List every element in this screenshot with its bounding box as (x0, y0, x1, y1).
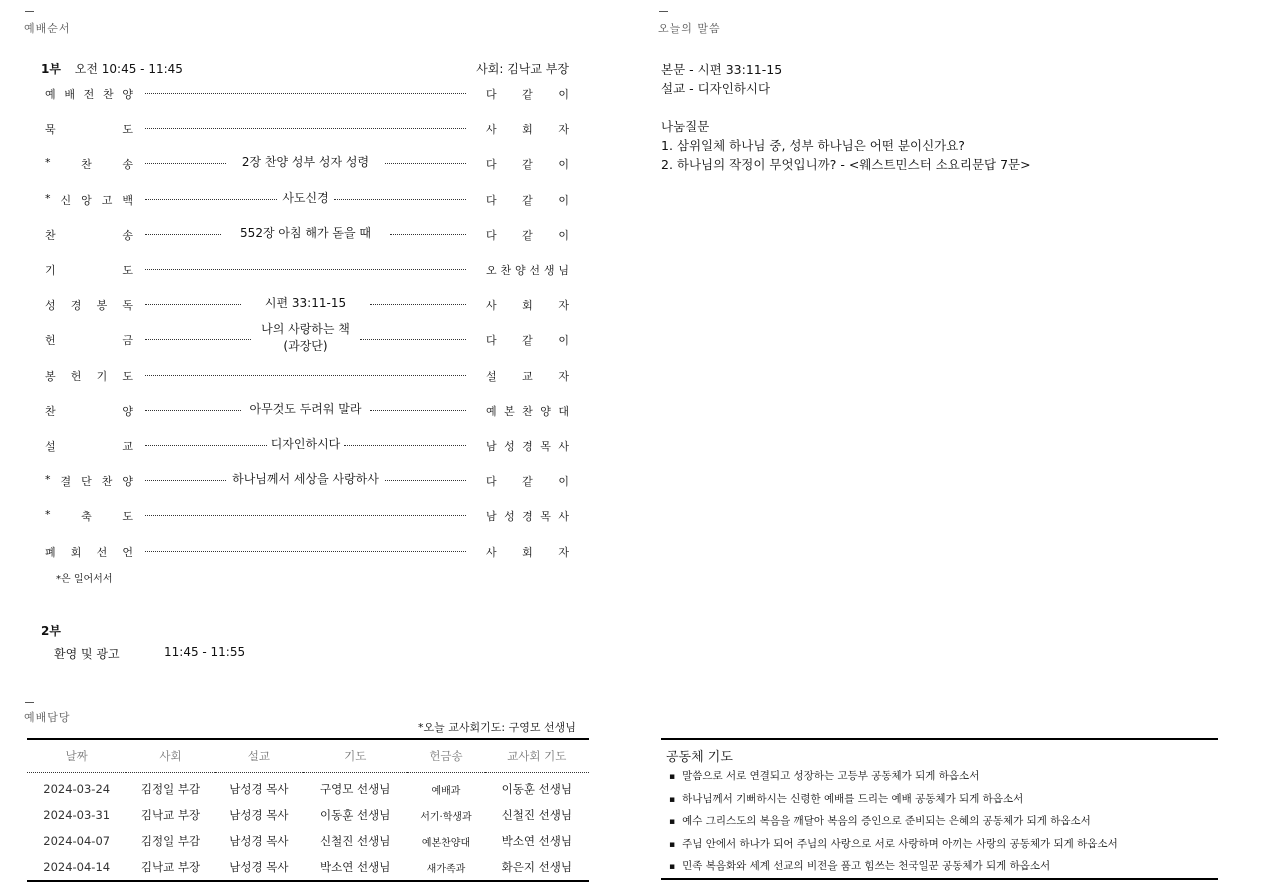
order-item-person: 설 교 자 (486, 369, 569, 383)
order-item-label: 설 교 (45, 440, 133, 453)
table-row (27, 802, 589, 828)
duty-title: 예배담당 (24, 711, 71, 724)
order-row (45, 154, 569, 174)
order-row (45, 190, 569, 210)
table-cell: 남성경 목사 (229, 834, 289, 848)
table-cell: 신철진 선생님 (501, 808, 572, 822)
table-cell: 2024-03-24 (43, 782, 111, 796)
order-item-detail: 552장 아침 해가 돋을 때 (240, 225, 371, 240)
table-header-cell: 헌금송 (407, 739, 484, 773)
table-header-cell: 설교 (215, 739, 303, 773)
order-row (45, 542, 569, 562)
order-item-label: 찬 양 (45, 404, 133, 418)
table-cell: 이동훈 선생님 (501, 782, 572, 796)
order-row (45, 84, 569, 104)
prayer-item: ▪ 하나님께서 기뻐하시는 신령한 예배를 드리는 예배 공동체가 되게 하옵소서 (669, 791, 1118, 814)
prayer-item: ▪ 민족 복음화와 세계 선교의 비전을 품고 힘쓰는 천국일꾼 공동체가 되게 하옵소서 (669, 858, 1118, 881)
order-item-detail: 아무것도 두려워 말라 (249, 401, 362, 416)
part2-time: 11:45 - 11:55 (164, 645, 246, 659)
duty-table (27, 738, 589, 882)
table-cell: 김낙교 부장 (140, 808, 201, 822)
table-cell: 새가족과 (407, 854, 484, 881)
table-cell: 김정일 부감 (140, 782, 201, 796)
part1-header (41, 60, 569, 77)
table-row (27, 828, 589, 854)
dotted-leader (145, 551, 466, 552)
order-item-label: 묵 도 (45, 123, 133, 137)
order-item-label: 성 경 봉 독 (45, 299, 133, 313)
prayer-item: ▪ 예수 그리스도의 복음을 깨달아 복음의 증인으로 준비되는 은혜의 공동체가 되게 하옵소서 (669, 813, 1118, 836)
community-prayer-title: 공동체 기도 (666, 750, 733, 765)
table-cell: 남성경 목사 (229, 808, 289, 822)
order-item-label: 폐 회 선 언 (45, 545, 133, 559)
order-row (45, 401, 569, 421)
order-item-label: 찬 송 (45, 228, 133, 242)
order-item-person: 다 같 이 (486, 88, 569, 101)
order-item-person: 다 같 이 (486, 158, 569, 172)
table-header-cell: 사회 (126, 739, 214, 773)
order-item-label: * 찬 송 (45, 156, 133, 172)
order-item-person: 예 본 찬 양 대 (486, 404, 569, 418)
order-item-detail: 2장 찬양 성부 성자 성령 (241, 155, 370, 170)
scripture-text: 본문 - 시편 33:11-15 (661, 62, 783, 77)
table-cell: 남성경 목사 (215, 854, 303, 881)
order-row (45, 295, 569, 315)
order-item-person: 사 회 자 (486, 299, 569, 313)
part2-item: 환영 및 광고 (54, 647, 120, 661)
order-item-person: 사 회 자 (486, 123, 569, 137)
dotted-leader (145, 515, 466, 516)
standing-note: *은 일어서서 (56, 574, 113, 585)
table-cell: 예배과 (431, 785, 461, 797)
order-row (45, 506, 569, 526)
order-row (45, 436, 569, 456)
table-row (27, 854, 589, 881)
prayer-item: ▪ 주님 안에서 하나가 되어 주님의 사랑으로 서로 사랑하며 아끼는 사랑의 공동체가 되게 하옵소서 (669, 836, 1118, 859)
table-cell: 구영모 선생님 (320, 782, 391, 796)
order-item-label: * 축 도 (45, 508, 133, 524)
todays-word-title: 오늘의 말씀 (658, 22, 721, 35)
order-item-person: 남 성 경 목 사 (486, 510, 569, 524)
section-mark (25, 702, 34, 703)
order-row (45, 260, 569, 280)
table-cell: 김낙교 부장 (126, 854, 214, 881)
order-item-label: 예 배 전 찬 양 (45, 88, 133, 101)
dotted-leader (145, 128, 466, 129)
order-row (45, 225, 569, 245)
worship-order-title: 예배순서 (24, 22, 71, 35)
table-cell: 이동훈 선생님 (320, 808, 391, 822)
order-item-person: 사 회 자 (486, 545, 569, 559)
part1-host: 사회: 김낙교 부장 (476, 62, 569, 76)
part1-time: 오전 10:45 - 11:45 (74, 62, 183, 76)
order-item-label: 봉 헌 기 도 (45, 369, 133, 383)
order-item-label: 기 도 (45, 264, 133, 277)
questions-title: 나눔질문 (661, 119, 710, 134)
order-item-detail: 하나님께서 세상을 사랑하사 (232, 472, 379, 487)
todays-word-body (661, 60, 1031, 174)
order-item-detail: 사도신경 (282, 190, 329, 205)
table-row (27, 773, 589, 803)
table-cell: 서기·학생과 (420, 811, 472, 823)
order-item-label: * 신 앙 고 백 (45, 191, 133, 207)
table-header-cell: 기도 (303, 739, 407, 773)
order-item-person: 남 성 경 목 사 (486, 440, 569, 453)
order-row (45, 322, 569, 354)
dotted-leader (145, 375, 466, 376)
order-item-detail: 나의 사랑하는 책 (과장단) (261, 322, 350, 354)
table-header-row (27, 739, 589, 773)
question-item: 1. 삼위일체 하나님 중, 성부 하나님은 어떤 분이신가요? (661, 138, 965, 153)
table-header-cell: 교사회 기도 (485, 739, 589, 773)
table-cell: 화은지 선생님 (485, 854, 589, 881)
order-item-person: 다 같 이 (486, 475, 569, 489)
table-cell: 2024-04-14 (27, 854, 126, 881)
table-cell: 2024-03-31 (43, 808, 111, 822)
order-row (45, 366, 569, 386)
order-item-label: * 결 단 찬 양 (45, 473, 133, 489)
order-row (45, 471, 569, 491)
sermon-title: 설교 - 디자인하시다 (661, 81, 771, 96)
teacher-prayer-note: *오늘 교사회기도: 구영모 선생님 (418, 721, 576, 734)
order-row (45, 119, 569, 139)
section-mark (659, 11, 668, 12)
order-item-person: 오 찬 양 선 생 님 (486, 264, 569, 277)
prayer-item: ▪ 말씀으로 서로 연결되고 성장하는 고등부 공동체가 되게 하옵소서 (669, 768, 1118, 791)
order-item-person: 다 같 이 (486, 193, 569, 207)
order-item-detail: 시편 33:11-15 (264, 296, 347, 311)
order-item-label: 헌 금 (45, 334, 133, 348)
table-cell: 박소연 선생님 (501, 834, 572, 848)
part1-label: 1부 (41, 62, 61, 76)
part2-label: 2부 (41, 624, 61, 638)
order-item-person: 다 같 이 (486, 334, 569, 348)
community-prayer-list (669, 768, 1118, 881)
table-cell: 김정일 부감 (140, 834, 201, 848)
table-cell: 박소연 선생님 (303, 854, 407, 881)
order-item-person: 다 같 이 (486, 228, 569, 242)
dotted-leader (145, 269, 466, 270)
table-cell: 신철진 선생님 (320, 834, 391, 848)
table-cell: 남성경 목사 (229, 782, 289, 796)
question-item: 2. 하나님의 작정이 무엇입니까? - <웨스트민스터 소요리문답 7문> (661, 157, 1031, 172)
table-header-cell: 날짜 (27, 739, 126, 773)
dotted-leader (145, 93, 466, 94)
table-cell: 예본찬양대 (421, 837, 471, 849)
community-prayer-box (661, 738, 1218, 880)
section-mark (25, 11, 34, 12)
order-item-detail: 디자인하시다 (270, 437, 341, 451)
table-cell: 2024-04-07 (43, 834, 111, 848)
